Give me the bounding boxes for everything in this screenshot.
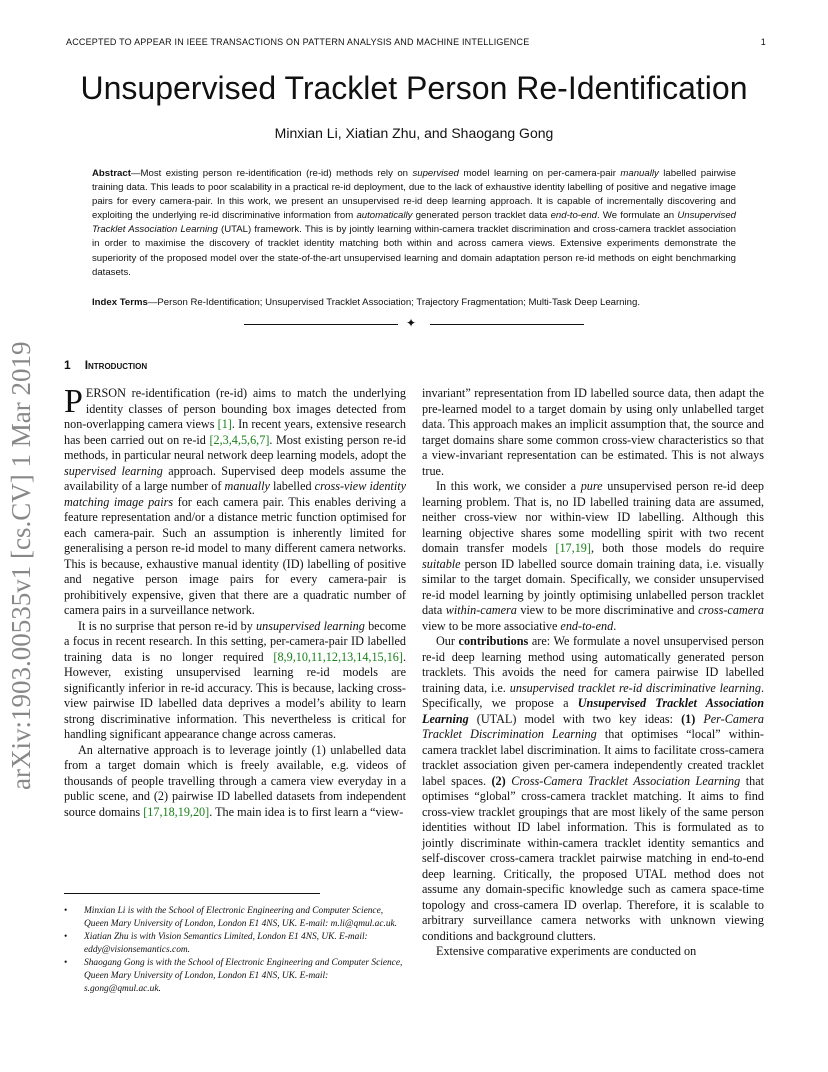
body-text: . However, existing unsupervised learning re-id models are significantly inferior in re-id accuracy. This is because, lacking cross-view pairwise ID labelled data deprives a model’s ability to learn strong discriminative information. This nevertheless is critical for handling significant appearance change across cameras. — [64, 649, 406, 741]
body-text: invariant” representation from ID labelled source data, then adapt the pre-learned model to a target domain by using only unlabelled target data. This approach makes an implicit assumption that, the source and target domains share some common cross-view characteristics so that a view-invariant representation can be estimated. This is not always true. — [422, 386, 764, 478]
body-text: . Specifically, we propose a — [422, 680, 764, 710]
paragraph — [422, 944, 764, 960]
abstract-text: (UTAL) framework. This is by jointly learning within-camera tracklet discrimination and cross-camera tracklet association in order to maximise the discovery of tracklet identity matching both within and across camera views. Extensive experiments demonstrate the superiority of the proposed model over the state-of-the-art unsupervised learning and domain adaptation person re-id methods on eight benchmarking datasets. — [92, 224, 736, 278]
abstract-emphasis: end-to-end — [550, 210, 597, 222]
emphasis: cross-view identity matching image pairs — [64, 479, 406, 509]
body-text: (UTAL) model with two key ideas: — [468, 711, 682, 726]
abstract-text: generated person tracklet data — [412, 210, 551, 222]
small-caps-text: ERSON — [85, 386, 126, 400]
drop-cap: P — [64, 383, 83, 420]
body-text: It is no surprise that person re-id by — [78, 618, 257, 633]
abstract-label: Abstract — [92, 168, 131, 179]
abstract — [92, 167, 736, 280]
index-terms-label: Index Terms — [92, 297, 148, 308]
paper-title: Unsupervised Tracklet Person Re-Identification — [80, 70, 748, 106]
emphasis: Cross-Camera Tracklet Association Learning — [511, 773, 741, 788]
right-column — [422, 386, 764, 960]
body-text: labelled — [269, 479, 315, 493]
abstract-emphasis: supervised — [412, 168, 459, 179]
emphasis: unsupervised tracklet re-id discriminative learning — [509, 680, 761, 695]
body-text: . — [613, 618, 617, 633]
citation-link[interactable]: [2,3,4,5,6,7] — [209, 432, 270, 447]
body-text: re-identification (re-id) aims to match the underlying identity classes of person bounding box images detected from non-overlapping camera views — [64, 386, 406, 431]
body-text: An alternative approach is to leverage jointly (1) unlabelled data from a target domain which is freely available, e.g. videos of thousands of people travelling through a camera view everyday in a public scene, and (2) pairwise ID labelled datasets from independent source domains — [64, 742, 406, 819]
citation-link[interactable]: [1] — [217, 417, 232, 431]
bold-text: (1) — [681, 711, 696, 726]
bullet-icon: • — [64, 932, 68, 943]
body-text: approach. Supervised deep models assume the availability of a large number of — [64, 463, 406, 493]
body-text: view to be more associative — [422, 618, 561, 633]
emphasis: pure — [580, 479, 603, 493]
section-heading — [64, 358, 147, 372]
abstract-text: model learning on per-camera-pair — [458, 168, 621, 179]
footnote-text: Shaogang Gong is with the School of Electronic Engineering and Computer Science, Queen Mary University of London, London E1 4NS, UK. E-mail: s.gong@qmul.ac.uk. — [84, 958, 403, 994]
abstract-emphasis: Unsupervised Tracklet Association Learning — [92, 210, 736, 236]
section-title: Introduction — [84, 358, 148, 372]
citation-link[interactable]: [17,18,19,20] — [143, 804, 210, 819]
emphasis: unsupervised learning — [256, 618, 365, 633]
footnote-item — [64, 931, 406, 956]
bold-text: contributions — [458, 634, 529, 648]
paragraph — [64, 743, 406, 821]
paragraph — [422, 634, 764, 944]
left-column — [64, 383, 407, 820]
section-number: 1 — [64, 358, 71, 372]
divider-line-left — [244, 324, 398, 325]
emphasis: cross-camera — [698, 603, 764, 617]
paragraph — [64, 383, 407, 619]
body-text: . The main idea is to first learn a “view- — [209, 804, 404, 819]
body-text: . Most existing person re-id methods, in particular neural network deep learning models, adopt the — [64, 432, 406, 462]
abstract-text: . We formulate an — [597, 210, 678, 222]
body-text: , both those models do require — [590, 541, 764, 555]
footnote-text: Minxian Li is with the School of Electronic Engineering and Computer Science, Queen Mary University of London, London E1 4NS, UK. E-mail: m.li@qmul.ac.uk. — [84, 906, 398, 929]
body-text: In this work, we consider a — [436, 479, 581, 493]
paragraph — [422, 386, 764, 479]
arxiv-stamp[interactable]: arXiv:1903.00535v1 [cs.CV] 1 Mar 2019 — [6, 341, 36, 790]
page-number: 1 — [760, 37, 766, 47]
abstract-emphasis: manually — [620, 168, 659, 179]
body-text: become a focus in recent research. In this setting, per-camera-pair ID labelled training data is no longer required — [64, 618, 406, 664]
footnote-item — [64, 957, 406, 995]
footnotes — [64, 905, 406, 996]
body-text: Our — [436, 634, 459, 648]
citation-link[interactable]: [17,19] — [555, 541, 591, 555]
abstract-text: —Most existing person re-identification (re-id) methods rely on — [130, 168, 413, 179]
journal-name: ACCEPTED TO APPEAR IN IEEE TRANSACTIONS ON PATTERN ANALYSIS AND MACHINE INTELLIGENCE — [66, 37, 530, 47]
index-terms — [92, 296, 736, 310]
footnote-text: Xiatian Zhu is with Vision Semantics Limited, London E1 4NS, UK. E-mail: eddy@visionsemantics.com. — [84, 932, 368, 955]
body-text: that optimises “global” cross-camera tracklet matching. It aims to find cross-view tracklet groupings that are most likely of the same person identities without ID label information. This is formulated as to jointly discriminate within-camera tracklet identity semantics and self-discover cross-camera tracklet pairwise matching in end-to-end deep learning. Critically, the proposed UTAL method does not assume any domain-specific knowledge such as camera space-time topology and cross-camera ID overlap. Therefore, it is scalable to arbitrary surveillance camera networks with unknown viewing conditions and background clutters. — [422, 773, 765, 943]
emphasis: within-camera — [445, 603, 517, 617]
bullet-icon: • — [64, 906, 68, 916]
citation-link[interactable]: [8,9,10,11,12,13,14,15,16] — [273, 649, 403, 664]
bullet-icon: • — [64, 958, 68, 969]
author-list: Minxian Li, Xiatian Zhu, and Shaogang Gong — [274, 125, 554, 141]
body-text: for each camera pair. This enables deriving a feature representation and/or a distance metric function optimised for each camera-pair. Such an assumption is inherently limited for generalising a person re-id model to many different camera networks. This is because, exhaustive manual identity (ID) labelling of positive and negative person image pairs for every camera-pair is prohibitively expensive, given that there are a quadratic number of camera pairs in a surveillance network. — [64, 494, 407, 617]
body-text: are: We formulate a novel unsupervised person re-id deep learning method using automatically generated person tracklets. This avoids the need for camera pairwise ID labelled training data, i.e. — [422, 634, 764, 695]
emphasis: manually — [224, 479, 270, 493]
paragraph — [422, 479, 764, 634]
bold-text: (2) — [491, 773, 506, 788]
body-text: unsupervised person re-id deep learning problem. That is, no ID labelled training data are assumed, neither cross-view nor within-view ID labelling. Although this learning objective shares some modelling spirit with two recent domain transfer models — [422, 479, 765, 555]
body-text: that optimises “local” within-camera tracklet label discrimination. It aims to facilitate cross-camera tracklet association given per-camera independently created tracklet label spaces. — [422, 727, 764, 788]
running-header — [66, 37, 766, 47]
index-terms-text: —Person Re-Identification; Unsupervised Tracklet Association; Trajectory Fragmentation; Multi-Task Deep Learning. — [147, 297, 640, 308]
bold-emphasis: Unsupervised Tracklet Association Learning — [422, 696, 764, 726]
body-text: person ID labelled source domain training data, i.e. visually similar to the target domain. Specifically, we consider unsupervised re-id model learning by jointly optimising unlabelled person tracklet data — [422, 556, 764, 617]
emphasis: end-to-end — [560, 618, 614, 633]
section-divider — [244, 317, 584, 331]
body-text: . In recent years, extensive research has been carried out on re-id — [64, 417, 406, 447]
emphasis: Per-Camera Tracklet Discrimination Learning — [422, 711, 765, 741]
abstract-text: labelled pairwise training data. This leads to poor scalability in a practical re-id deployment, due to the lack of exhaustive identity labelling of positive and negative image pairs for every camera-pair. In this work, we present an unsupervised re-id deep learning approach. It is capable of incrementally discovering and exploiting the underlying re-id discriminative information from — [92, 168, 736, 222]
paragraph — [64, 619, 406, 743]
emphasis: supervised learning — [64, 463, 163, 478]
emphasis: suitable — [422, 556, 461, 571]
body-text: Extensive comparative experiments are conducted on — [436, 944, 697, 958]
footnote-item — [64, 905, 406, 930]
body-text: view to be more discriminative and — [516, 603, 699, 617]
footnote-rule — [64, 893, 320, 894]
star-ornament-icon: ✦ — [406, 316, 417, 330]
abstract-emphasis: automatically — [356, 210, 413, 222]
divider-line-right — [430, 324, 584, 325]
